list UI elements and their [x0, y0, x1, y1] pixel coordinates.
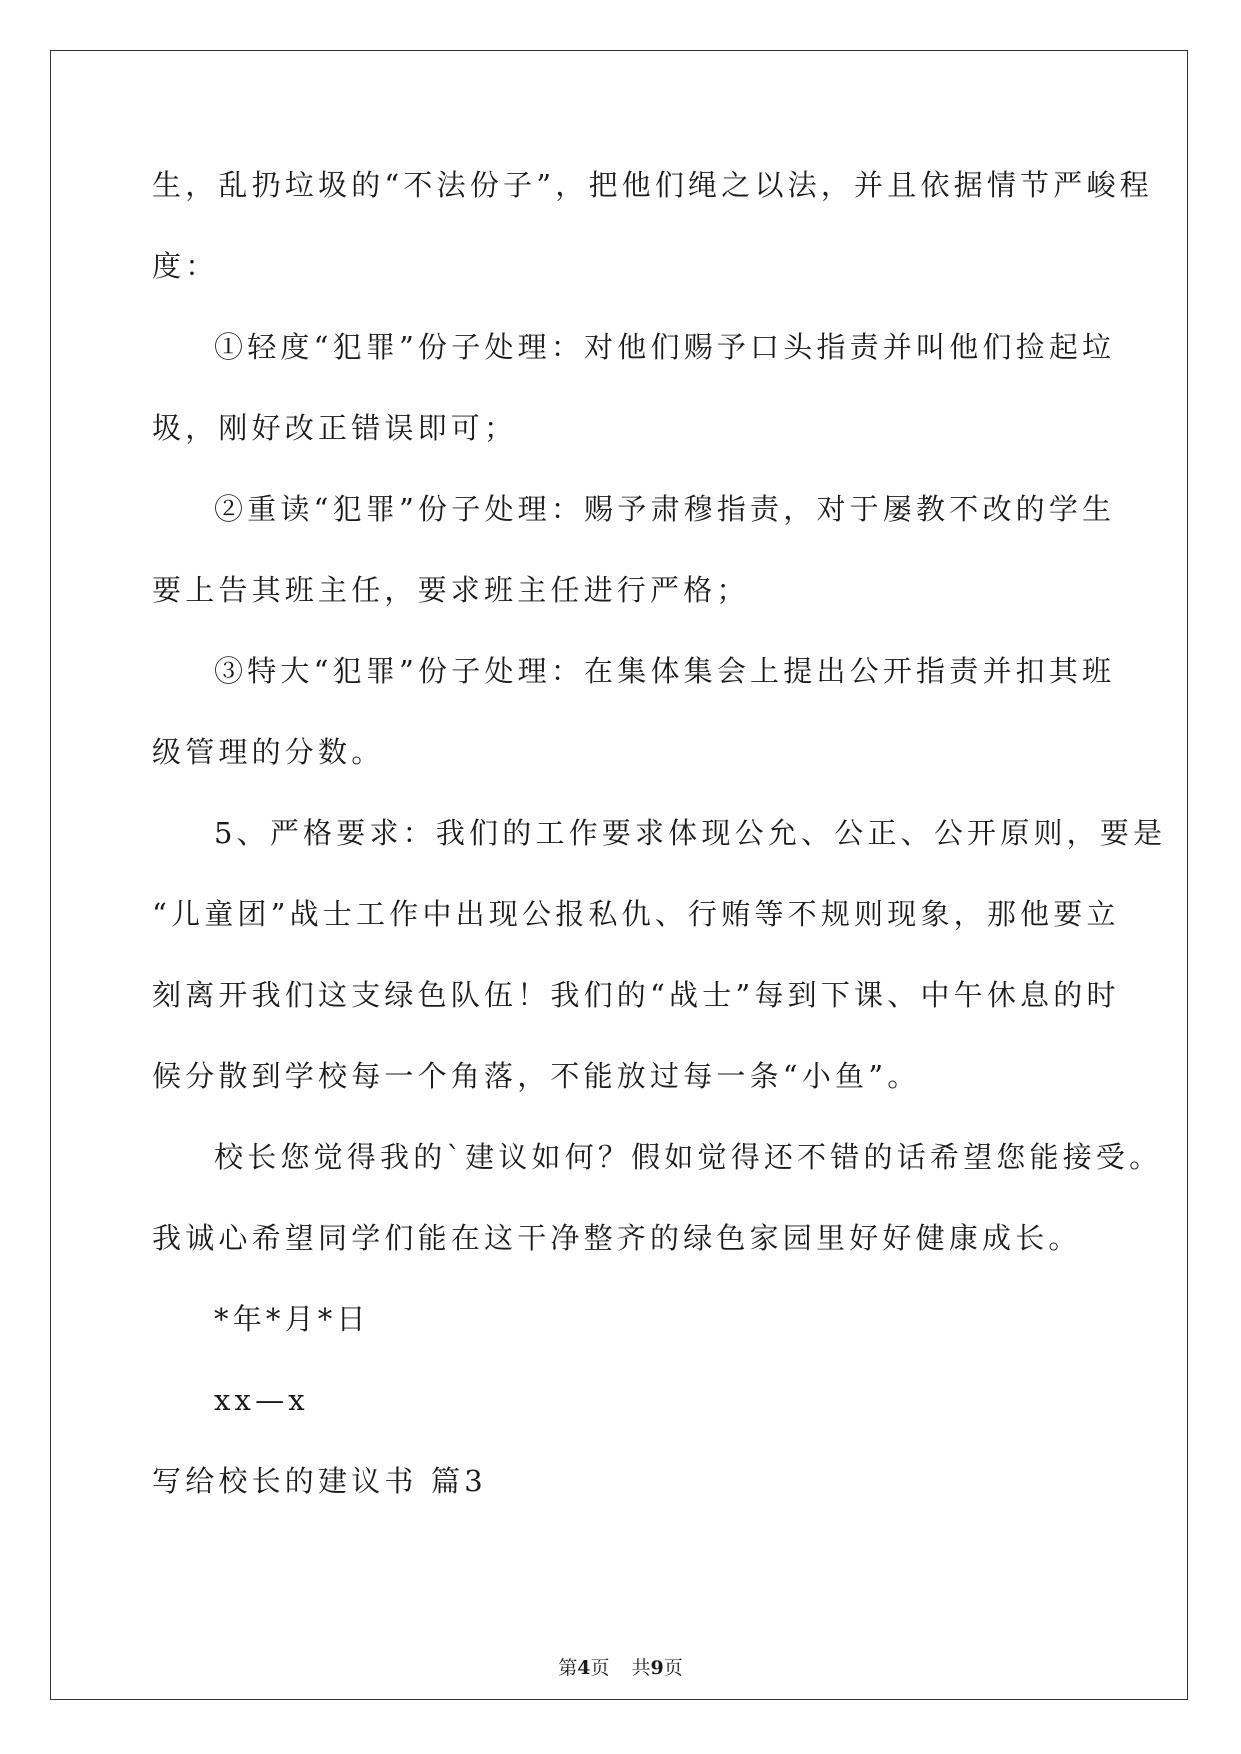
document-body [152, 165, 1167, 1542]
text-line: xx—x [214, 1383, 309, 1417]
text-line: 生，乱扔垃圾的“不法份子”，把他们绳之以法，并且依据情节严峻程 [152, 168, 1153, 202]
footer-total-suffix: 页 [663, 1657, 683, 1679]
text-line: 5、严格要求：我们的工作要求体现公允、公正、公开原则，要是 [214, 816, 1167, 850]
text-line: ③特大“犯罪”份子处理：在集体集会上提出公开指责并扣其班 [214, 654, 1116, 688]
footer-page-prefix: 第 [558, 1657, 578, 1679]
text-line: 圾，刚好改正错误即可； [152, 411, 518, 445]
footer-page-number: 4 [577, 1657, 591, 1679]
footer-page-suffix: 页 [590, 1657, 610, 1679]
text-line: 候分散到学校每一个角落，不能放过每一条“小鱼”。 [152, 1059, 921, 1093]
footer-total-prefix: 共 [631, 1657, 651, 1679]
text-line: 级管理的分数。 [152, 735, 385, 769]
footer-total-pages: 9 [650, 1657, 664, 1679]
text-line: *年*月*日 [214, 1302, 370, 1336]
text-line: 要上告其班主任，要求班主任进行严格； [152, 573, 750, 607]
text-line: 度： [152, 249, 219, 283]
text-line: “儿童团”战士工作中出现公报私仇、行贿等不规则现象，那他要立 [152, 897, 1120, 931]
page-footer [0, 1655, 1241, 1681]
text-line: 校长您觉得我的`建议如何？假如觉得还不错的话希望您能接受。 [214, 1140, 1163, 1174]
text-line: 写给校长的建议书 篇3 [152, 1464, 487, 1498]
text-line: ①轻度“犯罪”份子处理：对他们赐予口头指责并叫他们捡起垃 [214, 330, 1116, 364]
text-line: 我诚心希望同学们能在这干净整齐的绿色家园里好好健康成长。 [152, 1221, 1082, 1255]
text-line: ②重读“犯罪”份子处理：赐予肃穆指责，对于屡教不改的学生 [214, 492, 1116, 526]
text-line: 刻离开我们这支绿色队伍！我们的“战士”每到下课、中午休息的时 [152, 978, 1120, 1012]
